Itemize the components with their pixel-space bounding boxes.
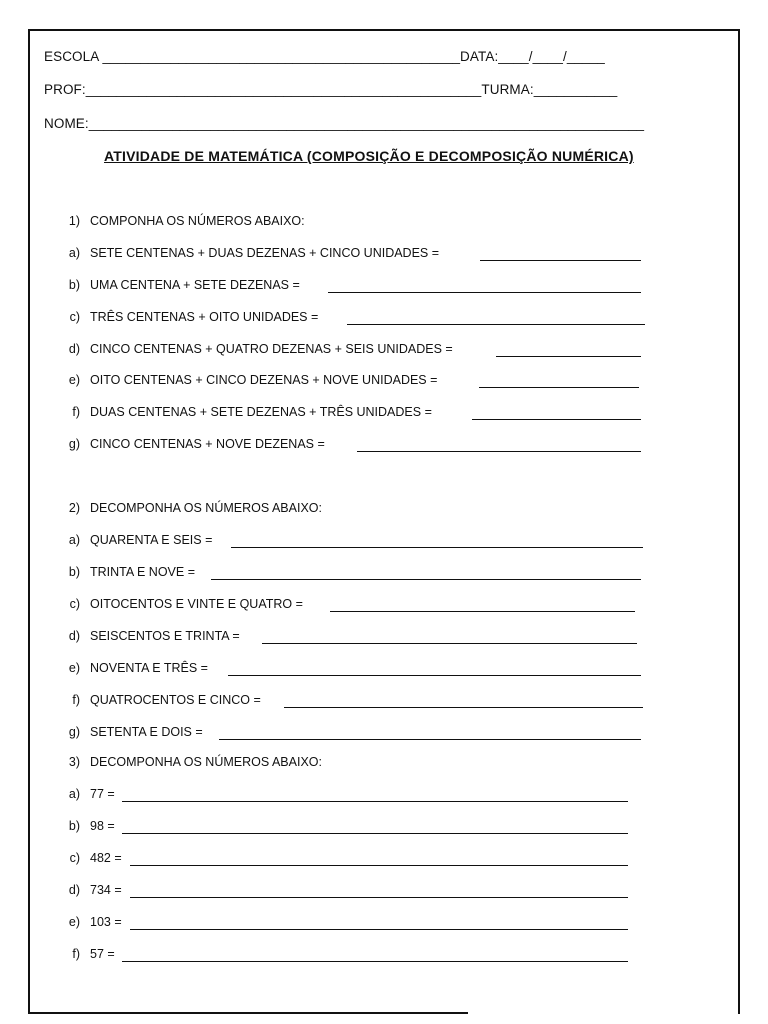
item-label: c) <box>69 851 80 865</box>
item-label: d) <box>68 342 80 356</box>
answer-blank[interactable] <box>496 356 641 357</box>
answer-blank[interactable] <box>122 801 628 802</box>
item-prompt: SETE CENTENAS + DUAS DEZENAS + CINCO UNIDADES = <box>90 246 440 260</box>
item-prompt: CINCO CENTENAS + QUATRO DEZENAS + SEIS UNIDADES = <box>90 342 453 356</box>
answer-blank[interactable] <box>122 833 628 834</box>
item-prompt: OITOCENTOS E VINTE E QUATRO = <box>90 597 303 611</box>
item-prompt: 77 = <box>90 787 115 801</box>
item-prompt: SETENTA E DOIS = <box>90 725 203 739</box>
item-prompt: CINCO CENTENAS + NOVE DEZENAS = <box>90 437 325 451</box>
item-label: e) <box>68 373 80 387</box>
item-prompt: NOVENTA E TRÊS = <box>90 661 208 675</box>
item-prompt: QUARENTA E SEIS = <box>90 533 213 547</box>
section-heading: DECOMPONHA OS NÚMEROS ABAIXO: <box>90 755 322 769</box>
item-prompt: SEISCENTOS E TRINTA = <box>90 629 240 643</box>
item-label: e) <box>68 661 80 675</box>
prof-turma-line[interactable]: PROF:____________________________________________________TURMA:___________ <box>44 82 618 97</box>
answer-blank[interactable] <box>231 547 643 548</box>
item-label: a) <box>68 246 80 260</box>
section-number: 1) <box>68 214 80 228</box>
page-title: ATIVIDADE DE MATEMÁTICA (COMPOSIÇÃO E DECOMPOSIÇÃO NUMÉRICA) <box>104 148 634 164</box>
answer-blank[interactable] <box>130 929 628 930</box>
answer-blank[interactable] <box>219 739 641 740</box>
item-prompt: 734 = <box>90 883 122 897</box>
answer-blank[interactable] <box>330 611 635 612</box>
item-label: c) <box>69 597 80 611</box>
answer-blank[interactable] <box>284 707 643 708</box>
page-border-bottom <box>28 1012 468 1014</box>
section-number: 2) <box>68 501 80 515</box>
item-prompt: DUAS CENTENAS + SETE DEZENAS + TRÊS UNIDADES = <box>90 405 432 419</box>
answer-blank[interactable] <box>479 387 639 388</box>
page-border-left <box>28 29 30 1014</box>
answer-blank[interactable] <box>328 292 641 293</box>
page-border-top <box>28 29 740 31</box>
name-line[interactable]: NOME:_________________________________________________________________________ <box>44 116 645 131</box>
section-heading: DECOMPONHA OS NÚMEROS ABAIXO: <box>90 501 322 515</box>
item-prompt: UMA CENTENA + SETE DEZENAS = <box>90 278 300 292</box>
item-label: d) <box>68 629 80 643</box>
item-label: b) <box>68 819 80 833</box>
item-label: a) <box>68 533 80 547</box>
answer-blank[interactable] <box>122 961 628 962</box>
item-label: a) <box>68 787 80 801</box>
answer-blank[interactable] <box>130 897 628 898</box>
answer-blank[interactable] <box>357 451 641 452</box>
item-label: f) <box>72 947 80 961</box>
answer-blank[interactable] <box>211 579 641 580</box>
answer-blank[interactable] <box>480 260 641 261</box>
item-prompt: TRÊS CENTENAS + OITO UNIDADES = <box>90 310 319 324</box>
answer-blank[interactable] <box>472 419 641 420</box>
item-label: b) <box>68 565 80 579</box>
item-label: g) <box>68 437 80 451</box>
item-label: c) <box>69 310 80 324</box>
page-border-right <box>738 29 740 1014</box>
item-prompt: 57 = <box>90 947 115 961</box>
item-prompt: TRINTA E NOVE = <box>90 565 195 579</box>
section-number: 3) <box>68 755 80 769</box>
item-label: f) <box>72 405 80 419</box>
item-prompt: 482 = <box>90 851 122 865</box>
item-label: e) <box>68 915 80 929</box>
school-date-line[interactable]: ESCOLA _______________________________________________DATA:____/____/_____ <box>44 49 605 64</box>
item-label: g) <box>68 725 80 739</box>
answer-blank[interactable] <box>130 865 628 866</box>
item-label: f) <box>72 693 80 707</box>
item-prompt: OITO CENTENAS + CINCO DEZENAS + NOVE UNIDADES = <box>90 373 438 387</box>
answer-blank[interactable] <box>228 675 641 676</box>
item-prompt: QUATROCENTOS E CINCO = <box>90 693 261 707</box>
section-heading: COMPONHA OS NÚMEROS ABAIXO: <box>90 214 305 228</box>
answer-blank[interactable] <box>262 643 637 644</box>
item-label: d) <box>68 883 80 897</box>
answer-blank[interactable] <box>347 324 645 325</box>
item-prompt: 103 = <box>90 915 122 929</box>
item-prompt: 98 = <box>90 819 115 833</box>
item-label: b) <box>68 278 80 292</box>
